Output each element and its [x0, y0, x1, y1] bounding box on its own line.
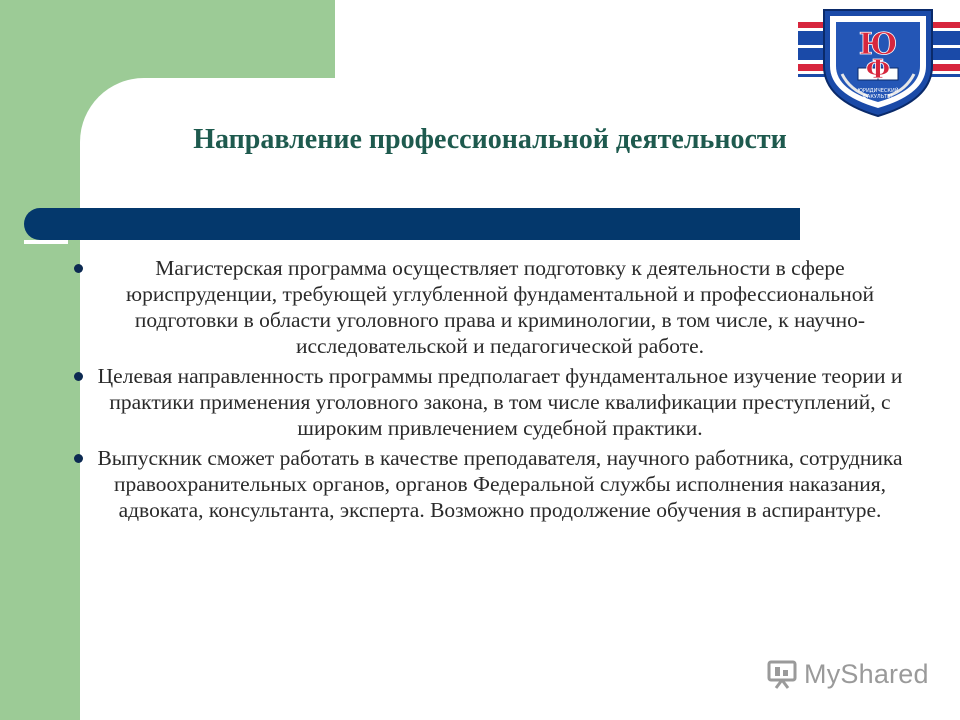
bullet-dot-icon [74, 372, 83, 381]
bullet-list [72, 255, 912, 527]
bullet-text: Магистерская программа осуществляет подготовку к деятельности в сфере юриспруденции, требующей углубленной фундаментальной и профессиональной подготовки в области уголовного права и криминологии, в том числе, к научно-исследовательской и педагогической работе. [126, 256, 874, 358]
title-bar-notch [24, 240, 68, 244]
title-underline-bar [24, 208, 800, 240]
bullet-item [72, 255, 912, 359]
presentation-board-icon [766, 659, 798, 689]
watermark-text: MyShared [804, 658, 929, 689]
myshared-watermark [766, 654, 936, 694]
svg-text:ФАКУЛЬТЕТ: ФАКУЛЬТЕТ [862, 94, 894, 100]
bullet-dot-icon [74, 264, 83, 273]
bullet-dot-icon [74, 454, 83, 463]
bullet-item [72, 363, 912, 441]
bullet-text: Целевая направленность программы предполагает фундаментальное изучение теории и практики применения уголовного закона, в том числе квалификации преступлений, с широким привлечением судебной практики. [97, 364, 903, 440]
law-faculty-emblem-icon [798, 4, 960, 120]
slide-title: Направление профессиональной деятельности [193, 124, 787, 155]
svg-text:ЮРИДИЧЕСКИЙ: ЮРИДИЧЕСКИЙ [857, 88, 899, 94]
svg-text:Ю: Ю [858, 27, 898, 62]
bullet-item [72, 445, 912, 523]
svg-text:Ф: Ф [865, 55, 891, 85]
bullet-text: Выпускник сможет работать в качестве преподавателя, научного работника, сотрудника правоохранительных органов, органов Федеральной службы исполнения наказания, адвоката, консультанта, эксперта. Возможно продолжение обучения в аспирантуре. [97, 446, 903, 522]
